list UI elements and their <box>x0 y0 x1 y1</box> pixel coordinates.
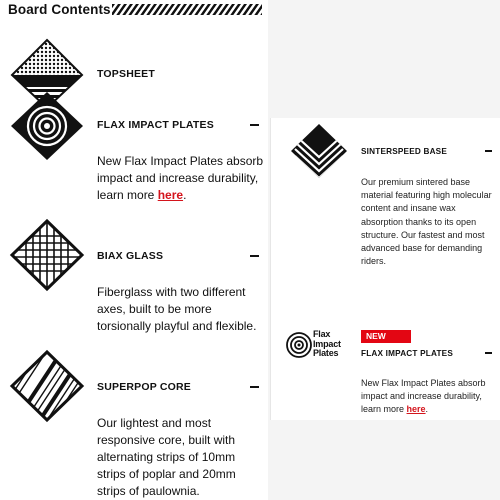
item-label-flax-impact-plates[interactable]: FLAX IMPACT PLATES <box>97 119 214 131</box>
item-label-topsheet[interactable]: TOPSHEET <box>97 68 156 80</box>
item-description-biax: Fiberglass with two different axes, built to be more torsionally playful and flexible. <box>97 285 257 333</box>
item-description-superpop: Our lightest and most responsive core, built with alternating strips of 10mm strips of poplar and 20mm strips of paulownia. <box>97 416 236 498</box>
target-diamond-icon <box>9 90 85 162</box>
item-label-biax-glass[interactable]: BIAX GLASS <box>97 250 164 262</box>
collapse-toggle-flax-detail[interactable] <box>485 352 492 354</box>
detail-description-sinterspeed: Our premium sintered base material featuring high molecular content and insane wax absorption thanks to its open structure. Our fastest and most advanced base for demanding riders. <box>361 177 492 267</box>
flax-logo-icon <box>285 330 313 360</box>
striped-diamond-icon <box>8 348 86 424</box>
new-badge: NEW <box>361 330 411 343</box>
detail-label-flax[interactable]: FLAX IMPACT PLATES <box>361 349 453 358</box>
flax-logo-text: Flax Impact Plates <box>313 329 341 358</box>
collapse-toggle-superpop[interactable] <box>250 386 259 388</box>
grid-diamond-icon <box>9 218 85 292</box>
item-description-flax: New Flax Impact Plates absorb impact and increase durability, learn more here. <box>97 154 264 202</box>
learn-more-link-detail[interactable]: here <box>406 404 426 415</box>
item-label-superpop-core[interactable]: SUPERPOP CORE <box>97 381 192 393</box>
collapse-toggle-sinterspeed[interactable] <box>485 150 492 152</box>
detail-label-sinterspeed[interactable]: SINTERSPEED BASE <box>361 147 448 156</box>
collapse-toggle-flax[interactable] <box>250 124 259 126</box>
collapse-toggle-biax[interactable] <box>250 255 259 257</box>
learn-more-link[interactable]: here <box>157 188 184 202</box>
title-stripes-decoration <box>112 4 262 15</box>
detail-panel <box>270 118 500 420</box>
chevron-diamond-icon <box>289 122 349 180</box>
section-title: Board Contents <box>8 2 111 17</box>
detail-description-flax: New Flax Impact Plates absorb impact and increase durability, learn more here. <box>361 378 486 415</box>
